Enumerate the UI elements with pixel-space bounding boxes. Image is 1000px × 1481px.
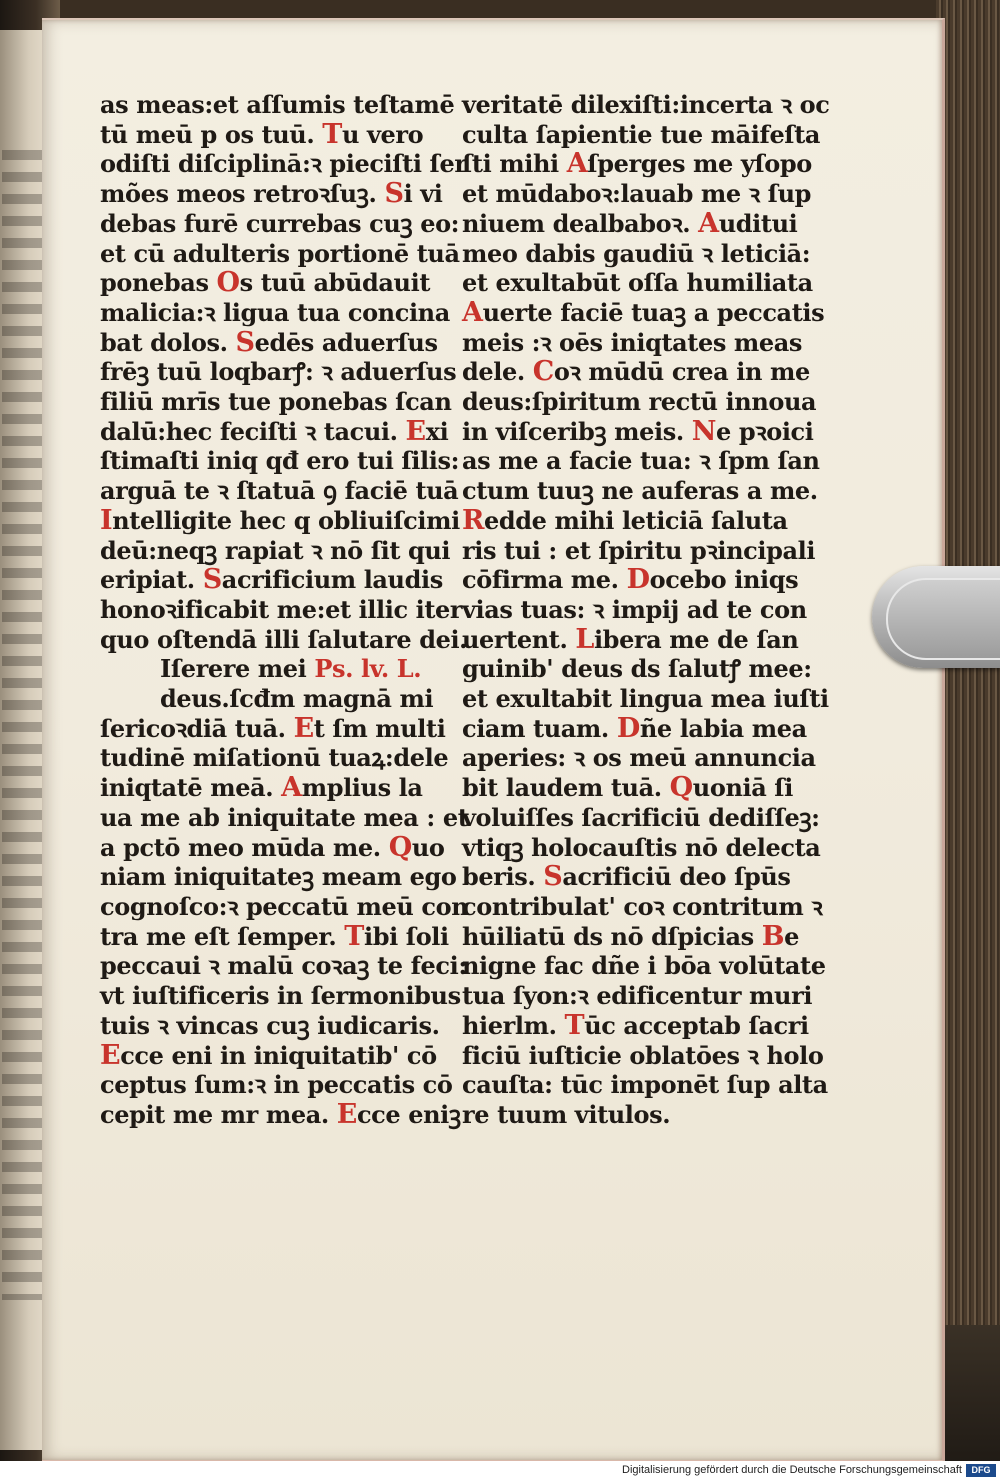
text-line [462,446,832,476]
text-segment: frēꝫ tuū loqbarꝭ: ꝛ aduerſus [100,357,457,387]
text-segment: oꝛ mūdū crea in me [553,357,810,387]
text-segment: tua ſyon:ꝛ edificentur muri [462,981,813,1011]
text-segment: tudinē miſationū tuaꝝ:dele [100,743,449,773]
text-line [100,506,500,536]
text-line [100,357,500,387]
text-segment: aperies: ꝛ os meū annuncia [462,743,816,773]
text-line [462,179,832,209]
rubric-initial: B [761,920,785,952]
page-clip-inner [886,578,1000,660]
text-segment: ſericoꝛdiā tuā. [100,713,294,743]
text-line [100,595,500,625]
text-segment: cepit me mr mea. [100,1099,337,1129]
text-segment: ficiū iuſticie oblatōes ꝛ holo [462,1040,824,1070]
text-line [462,149,832,179]
text-segment: beris. [462,862,544,892]
rubric-initial: D [616,712,640,744]
rubric-initial: O [216,267,240,299]
text-segment: meo dabis gaudiū ꝛ leticiā: [462,238,811,268]
text-segment: arguā te ꝛ ſtatuā ꝯ faciē tuā [100,476,459,506]
rubric-initial: S [202,564,222,596]
text-segment: i vi [403,179,443,209]
rubric-initial: E [293,712,314,744]
text-line [462,714,832,744]
text-segment: cce eni in iniquitatib' cō [120,1040,437,1070]
text-segment: t ſm multi [313,713,446,743]
text-line [462,951,832,981]
text-segment: hierlm. [462,1010,565,1040]
text-segment: edēs aduerſus [254,327,438,357]
text-line [100,565,500,595]
rubric-initial: N [691,415,717,447]
text-line [100,268,500,298]
rubric-initial: T [564,1009,585,1041]
text-line [100,417,500,447]
text-segment: tuis ꝛ vincas cuꝫ iudicaris. [100,1010,440,1040]
text-segment: ibi ſoli [364,921,449,951]
text-line [462,506,832,536]
rubric-initial: R [462,504,485,536]
text-segment: guinib' deus ds ſalutꝭ mee: [462,654,812,684]
text-segment: uerte faciē tuaꝫ a peccatis [482,297,825,327]
text-segment: ponebas [100,268,217,298]
text-line [100,951,500,981]
text-line [100,773,500,803]
text-segment: ibera me de ſan [593,624,799,654]
text-segment: cce eniꝫ [356,1099,461,1129]
page-clip [872,566,1000,668]
text-line [462,743,832,773]
text-line [100,446,500,476]
text-segment: honoꝛificabit me:et illic iter [100,594,463,624]
dfg-logo: DFG [966,1464,996,1477]
text-line [100,922,500,952]
text-segment: iniqtatē meā. [100,773,282,803]
text-line [100,328,500,358]
text-segment: et exultabit lingua mea iuſti [462,684,829,714]
text-segment: vt iuſtificeris in ſermonibus [100,981,461,1011]
page-edges-shadow [936,1325,1000,1481]
text-segment: voluiſſes ſacrificiū dediſſeꝫ: [462,802,820,832]
text-line [462,239,832,269]
text-segment: uo [411,832,445,862]
text-segment: niam iniquitateꝫ meam ego [100,862,457,892]
text-segment: uertent. [462,624,576,654]
text-line [100,90,500,120]
facing-page [0,30,48,1450]
text-segment: u vero [341,119,424,149]
text-line [462,625,832,655]
rubric-initial: T [344,920,364,952]
text-segment: quo oſtendā illi ſalutare dei. [100,624,468,654]
text-segment: acrificium laudis [221,565,443,595]
text-line [462,1041,832,1071]
text-segment: in viſceribꝫ meis. [462,416,692,446]
rubric-initial: I [100,504,113,536]
text-line [100,981,500,1011]
text-segment: edde mihi leticiā ſaluta [484,505,788,535]
text-segment: as meas:et aſſumis teſtamē [100,90,455,119]
footer-bar [0,1461,1000,1481]
text-line [100,803,500,833]
text-segment: re tuum vitulos. [462,1099,671,1129]
text-line [462,922,832,952]
text-segment: odiſti diſciplinā:ꝛ pieciſti ſer [100,149,467,179]
text-segment: bat dolos. [100,327,236,357]
rubric-initial: E [336,1098,357,1130]
book-page [42,18,945,1462]
rubric-initial: A [566,148,588,180]
text-line [100,892,500,922]
rubric-initial: A [281,772,302,804]
rubric-initial: E [100,1039,121,1071]
text-segment: culta ſapientie tue māifeſta [462,119,821,149]
left-text-column [100,90,500,1130]
text-segment: ocebo iniqs [649,565,799,595]
text-line [100,743,500,773]
text-segment: filiū mrīs tue ponebas ſcan [100,387,452,417]
text-line [462,536,832,566]
text-line [462,1100,832,1130]
text-segment: bit laudem tuā. [462,773,670,803]
rubric-initial: A [698,207,719,239]
text-line [462,654,832,684]
text-line [462,833,832,863]
rubric-initial: C [532,356,554,388]
text-segment: meis :ꝛ oēs iniqtates meas [462,327,803,357]
text-segment: ceptus ſum:ꝛ in peccatis cō [100,1070,453,1100]
text-line [100,209,500,239]
rubric-initial: L [575,623,594,655]
text-line [100,1100,500,1130]
text-segment: debas furē currebas cuꝫ eo: [100,208,460,238]
text-line [100,862,500,892]
text-line [462,1011,832,1041]
text-segment: nigne fac dñe i bōa volūtate [462,951,826,981]
text-line [462,298,832,328]
text-line [100,625,500,655]
text-segment: contribulat' coꝛ contritum ꝛ [462,891,823,921]
text-line [100,239,500,269]
text-line [100,387,500,417]
text-segment: mões meos retroꝛſuꝫ. [100,179,385,209]
text-segment: uoniā ſi [692,773,793,803]
rubric-initial: Q [388,831,412,863]
text-segment: cognoſco:ꝛ peccatū meū con [100,891,469,921]
text-line [100,1011,500,1041]
rubric-initial: Ps. lv. L. [314,654,422,684]
text-segment: ua me ab iniquitate mea : et [100,802,469,832]
text-line [462,684,832,714]
rubric-initial: D [626,564,650,596]
text-line [462,803,832,833]
text-segment: dele. [462,357,533,387]
text-line [462,209,832,239]
text-segment: vias tuas: ꝛ impij ad te con [462,594,807,624]
text-line [462,1070,832,1100]
text-segment: ſperges me yſopo [587,149,812,179]
text-segment: et cū adulteris portionē tuā [100,238,460,268]
facing-page-text-bleed [2,150,46,1300]
text-line [100,179,500,209]
text-segment: ntelligite hec q obliuiſcimi [112,505,460,535]
text-segment: cauſta: tūc imponēt ſup alta [462,1070,828,1100]
rubric-initial: S [543,861,563,893]
text-segment: mplius la [301,773,423,803]
text-line [462,120,832,150]
text-segment: s tuū abūdauit [239,268,431,298]
rubric-initial: S [235,326,255,358]
text-segment: acrificiū deo ſpūs [562,862,791,892]
rubric-initial: T [322,118,342,150]
rubric-initial: Q [669,772,693,804]
footer-credit: Digitalisierung gefördert durch die Deutsche Forschungsgemeinschaft [622,1464,962,1476]
text-segment: xi [425,416,449,446]
text-line [462,981,832,1011]
text-segment: malicia:ꝛ ligua tua concina [100,297,450,327]
text-segment: eripiat. [100,565,203,595]
text-line [462,565,832,595]
text-segment: ūc acceptab ſacri [584,1010,809,1040]
text-segment: cōfirma me. [462,565,627,595]
text-segment: veritatē dilexiſti:incerta ꝛ oc [462,90,830,119]
text-line [462,328,832,358]
text-segment: deus:ſpiritum rectū innoua [462,387,817,417]
rubric-initial: S [384,178,404,210]
text-segment: deus.ſcđm magnā mi [160,684,434,714]
text-segment: vtiqꝫ holocauſtis nō delecta [462,832,821,862]
text-line [462,862,832,892]
text-segment: hūiliatū ds nō dſpicias [462,921,762,951]
text-segment: ſtimaſti iniq qđ ero tui ſilis: [100,446,460,476]
text-segment: tū meū p os tuū. [100,119,323,149]
text-segment: niuem dealbaboꝛ. [462,208,699,238]
text-line [100,684,500,714]
text-line [462,476,832,506]
text-segment: e [784,921,800,951]
text-line [100,149,500,179]
text-line [100,714,500,744]
right-text-column [462,90,832,1130]
text-segment: et exultabūt oſſa humiliata [462,268,813,298]
text-line [100,1041,500,1071]
text-segment: ctum tuuꝫ ne auferas a me. [462,476,818,506]
rubric-initial: E [405,415,426,447]
text-segment: Iſerere mei [160,654,315,684]
text-segment: ñe labia mea [639,713,807,743]
text-line [462,268,832,298]
text-line [100,536,500,566]
text-line [100,298,500,328]
text-segment: as me a facie tua: ꝛ ſpm ſan [462,446,820,476]
text-line [462,773,832,803]
text-line [100,833,500,863]
text-line [462,892,832,922]
text-line [462,595,832,625]
text-line [100,1070,500,1100]
text-segment: ris tui : et ſpiritu pꝛincipali [462,535,816,565]
text-line [462,417,832,447]
text-segment: peccaui ꝛ malū coꝛaꝫ te feci: [100,951,467,981]
page-edges [936,0,1000,1481]
text-line [462,90,832,120]
text-segment: a pctō meo mūda me. [100,832,389,862]
text-line [100,654,500,684]
text-segment: ſti mihi [462,149,567,179]
rubric-initial: A [462,296,483,328]
text-segment: e pꝛoici [716,416,814,446]
text-segment: tra me eſt ſemper. [100,921,345,951]
text-line [100,120,500,150]
text-segment: deū:neqꝫ rapiat ꝛ nō ſit qui [100,535,451,565]
text-line [462,387,832,417]
text-segment: et mūdaboꝛ:lauab me ꝛ ſup [462,179,812,209]
text-segment: ciam tuam. [462,713,617,743]
text-segment: uditui [718,208,798,238]
text-line [462,357,832,387]
text-line [100,476,500,506]
text-segment: dalū:hec feciſti ꝛ tacui. [100,416,406,446]
